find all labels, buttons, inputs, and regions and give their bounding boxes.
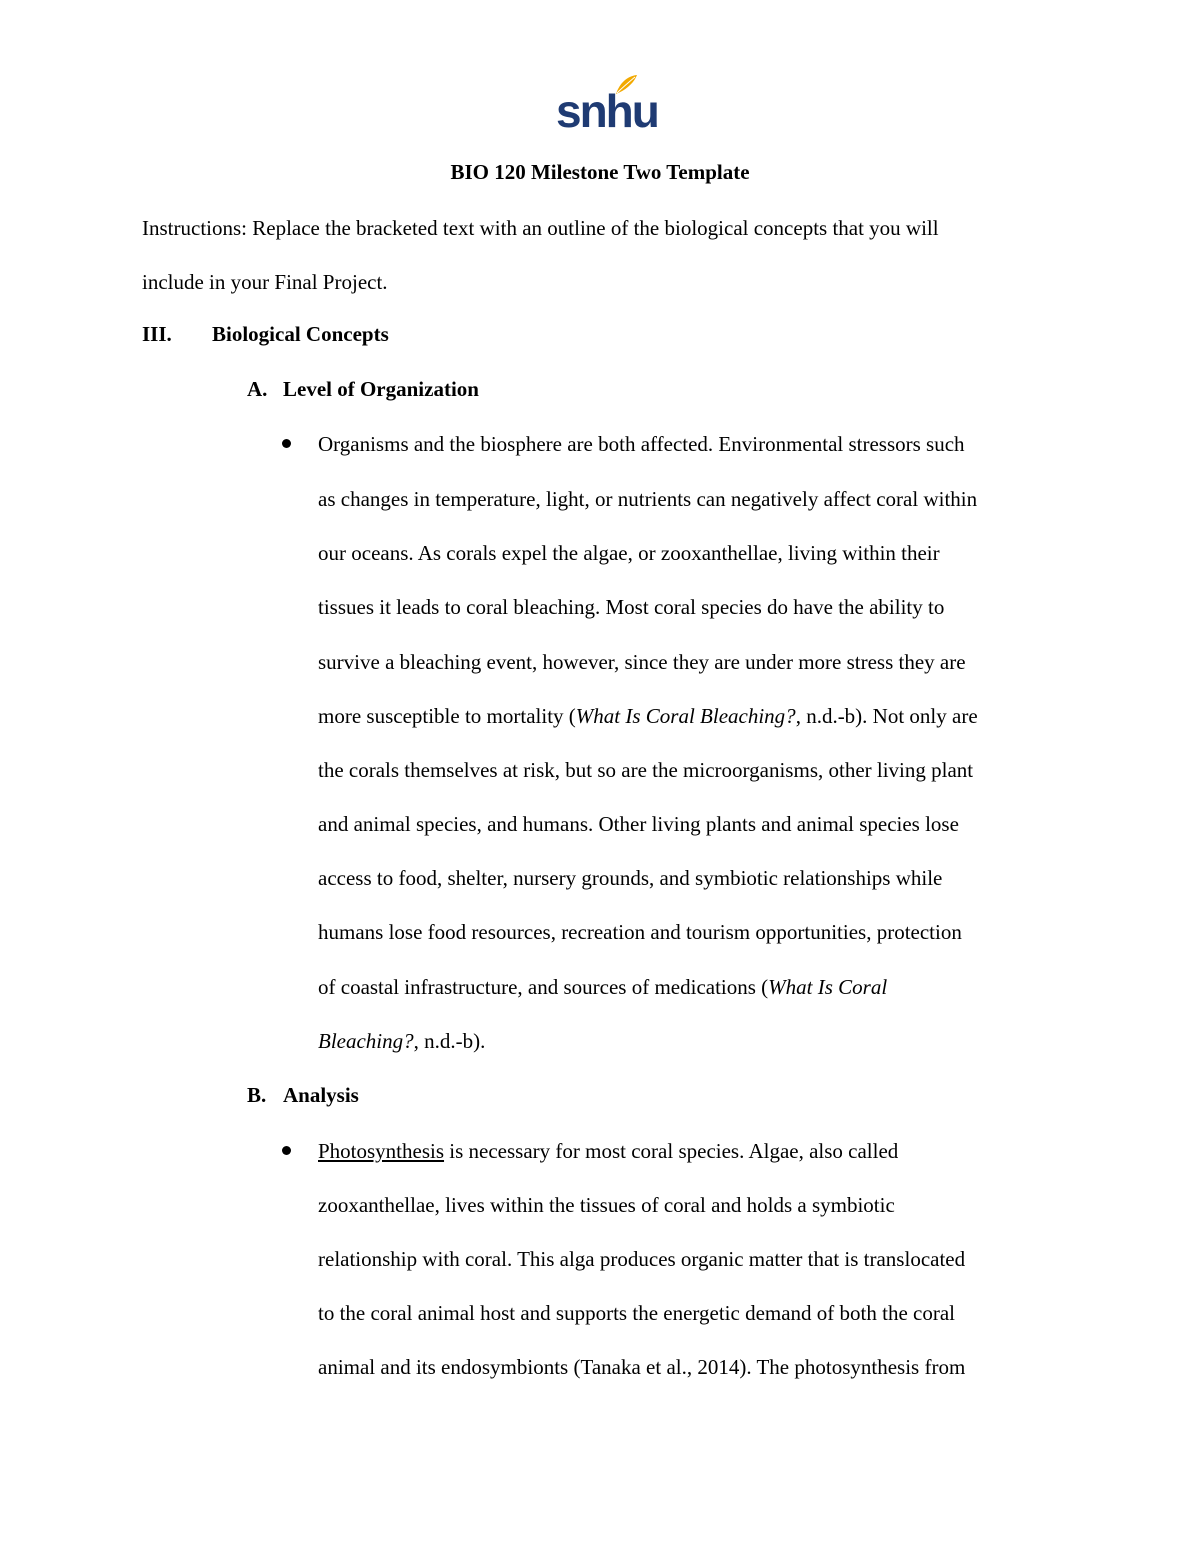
document-title: BIO 120 Milestone Two Template: [450, 160, 750, 184]
paragraph-a-line: [318, 973, 887, 1001]
leaf-icon: [614, 74, 638, 96]
key-term: Photosynthesis: [318, 1139, 445, 1163]
paragraph-b-line: relationship with coral. This alga produces organic matter that is translocated: [318, 1247, 966, 1271]
bullet-icon: [282, 439, 291, 448]
text-span: is necessary for most coral species. Algae, also called: [444, 1139, 899, 1163]
instructions-line-2: include in your Final Project.: [142, 270, 388, 294]
snhu-logo: [556, 74, 658, 137]
paragraph-a-line: survive a bleaching event, however, since they are under more stress they are: [318, 650, 966, 674]
paragraph-a-line: tissues it leads to coral bleaching. Most coral species do have the ability to: [318, 595, 945, 619]
paragraph-a-line: and animal species, and humans. Other living plants and animal species lose: [318, 812, 959, 836]
logo-text: snhu: [556, 85, 658, 137]
subsection-a-letter: A.: [247, 377, 268, 401]
paragraph-b-line: [318, 1137, 898, 1165]
text-span: , n.d.-b). Not only are: [795, 704, 978, 728]
paragraph-a-line: our oceans. As corals expel the algae, or zooxanthellae, living within their: [318, 541, 940, 565]
paragraph-a-line: as changes in temperature, light, or nutrients can negatively affect coral within: [318, 487, 978, 511]
text-span: of coastal infrastructure, and sources of medications (: [318, 975, 769, 999]
paragraph-a-line: [318, 702, 978, 730]
text-span: , n.d.-b).: [413, 1029, 486, 1053]
citation-title: What Is Coral Bleaching?: [575, 704, 796, 728]
subsection-b-title: Analysis: [283, 1083, 359, 1107]
paragraph-a-line: access to food, shelter, nursery grounds, and symbiotic relationships while: [318, 866, 943, 890]
text-span: more susceptible to mortality (: [318, 704, 576, 728]
subsection-b-letter: B.: [247, 1083, 267, 1107]
paragraph-a-line: [318, 1027, 485, 1055]
citation-title: Bleaching?: [318, 1029, 414, 1053]
citation-title: What Is Coral: [768, 975, 888, 999]
paragraph-b-line: to the coral animal host and supports the energetic demand of both the coral: [318, 1301, 956, 1325]
paragraph-a-line: Organisms and the biosphere are both affected. Environmental stressors such: [318, 432, 965, 456]
instructions-line-1: Instructions: Replace the bracketed text with an outline of the biological concepts that you will: [142, 216, 939, 240]
section-title: Biological Concepts: [212, 322, 389, 346]
paragraph-b-line: animal and its endosymbionts (Tanaka et al., 2014). The photosynthesis from: [318, 1355, 966, 1379]
paragraph-b-line: zooxanthellae, lives within the tissues of coral and holds a symbiotic: [318, 1193, 895, 1217]
paragraph-a-line: humans lose food resources, recreation and tourism opportunities, protection: [318, 920, 962, 944]
section-number: III.: [142, 322, 172, 346]
subsection-a-title: Level of Organization: [283, 377, 479, 401]
bullet-icon: [282, 1146, 291, 1155]
paragraph-a-line: the corals themselves at risk, but so are the microorganisms, other living plant: [318, 758, 974, 782]
